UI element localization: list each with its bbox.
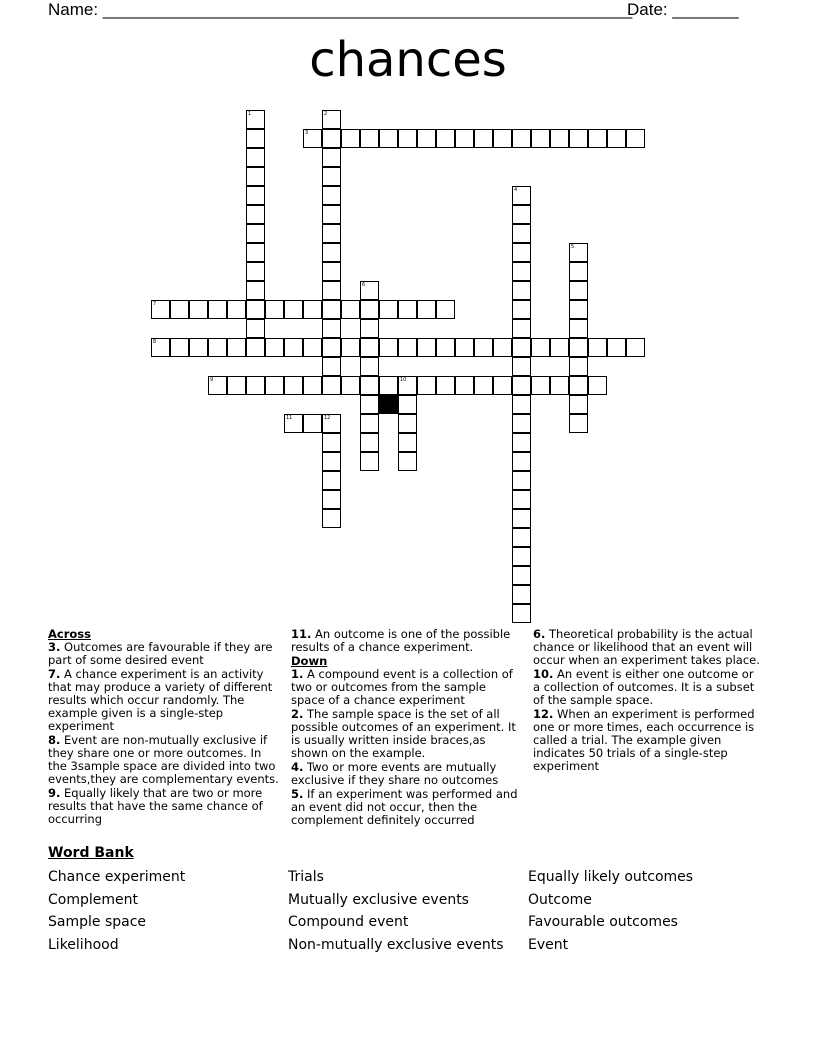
crossword-cell[interactable]: [246, 376, 265, 395]
crossword-cell[interactable]: [455, 129, 474, 148]
crossword-cell[interactable]: [322, 490, 341, 509]
crossword-cell[interactable]: [417, 300, 436, 319]
crossword-cell[interactable]: [531, 338, 550, 357]
crossword-cell[interactable]: [379, 300, 398, 319]
word-bank-title: Word Bank: [48, 845, 134, 861]
crossword-cell[interactable]: [170, 300, 189, 319]
crossword-cell[interactable]: [607, 338, 626, 357]
crossword-cell[interactable]: [322, 338, 341, 357]
crossword-cell[interactable]: [208, 376, 227, 395]
crossword-cell[interactable]: [436, 300, 455, 319]
clue-number: 5: [571, 244, 575, 250]
clue-number: 12: [324, 415, 331, 421]
crossword-cell[interactable]: [607, 129, 626, 148]
crossword-cell[interactable]: [398, 433, 417, 452]
crossword-cell[interactable]: [322, 300, 341, 319]
clue-number: 4: [514, 187, 518, 193]
crossword-cell[interactable]: [512, 243, 531, 262]
crossword-cell[interactable]: [227, 338, 246, 357]
crossword-cell[interactable]: [569, 414, 588, 433]
crossword-cell[interactable]: [284, 376, 303, 395]
crossword-cell[interactable]: [246, 281, 265, 300]
crossword-cell[interactable]: [398, 452, 417, 471]
crossword-cell[interactable]: [303, 129, 322, 148]
crossword-cell[interactable]: [398, 414, 417, 433]
word-bank-item: Equally likely outcomes: [528, 869, 694, 885]
crossword-cell[interactable]: [322, 129, 341, 148]
crossword-cell[interactable]: [322, 262, 341, 281]
crossword-cell[interactable]: [246, 262, 265, 281]
crossword-cell[interactable]: [322, 376, 341, 395]
crossword-cell[interactable]: [360, 281, 379, 300]
crossword-cell[interactable]: [550, 129, 569, 148]
crossword-cell[interactable]: [322, 414, 341, 433]
crossword-cell[interactable]: [569, 357, 588, 376]
down-heading: Down: [291, 654, 328, 668]
crossword-cell[interactable]: [189, 338, 208, 357]
crossword-cell[interactable]: [550, 376, 569, 395]
crossword-cell[interactable]: [246, 224, 265, 243]
clues-column-2: [291, 628, 523, 828]
clues-column-1: [48, 628, 282, 827]
clue-across-3: 3. Outcomes are favourable if they are part of some desired event: [48, 640, 273, 667]
crossword-cell[interactable]: [322, 357, 341, 376]
crossword-cell[interactable]: [569, 129, 588, 148]
crossword-cell[interactable]: [531, 129, 550, 148]
crossword-cell[interactable]: [626, 129, 645, 148]
crossword-cell[interactable]: [512, 414, 531, 433]
crossword-cell[interactable]: [322, 281, 341, 300]
clue-number: 1: [248, 111, 252, 117]
crossword-cell[interactable]: [208, 338, 227, 357]
crossword-cell[interactable]: [170, 338, 189, 357]
crossword-cell[interactable]: [379, 338, 398, 357]
crossword-cell[interactable]: [512, 262, 531, 281]
crossword-cell[interactable]: [512, 433, 531, 452]
word-bank-item: Favourable outcomes: [528, 914, 678, 931]
crossword-cell[interactable]: [322, 433, 341, 452]
crossword-cell[interactable]: [246, 300, 265, 319]
date-field-label: Date: _______: [627, 0, 739, 19]
crossword-cell[interactable]: [512, 205, 531, 224]
clue-down-5: 5. If an experiment was performed and an event did not occur, then the complement definitely occurred: [291, 787, 518, 827]
crossword-cell[interactable]: [512, 376, 531, 395]
crossword-cell[interactable]: [246, 243, 265, 262]
crossword-cell[interactable]: [569, 281, 588, 300]
crossword-cell[interactable]: [417, 129, 436, 148]
word-bank-item: Compound event: [288, 914, 409, 931]
word-bank-column-1: [48, 866, 185, 957]
word-bank-column-2: [288, 866, 504, 957]
clue-number: 10: [400, 377, 407, 383]
crossword-cell[interactable]: [151, 338, 170, 357]
crossword-cell[interactable]: [360, 129, 379, 148]
crossword-cell[interactable]: [246, 167, 265, 186]
clue-number: 8: [153, 339, 157, 345]
crossword-cell[interactable]: [569, 243, 588, 262]
crossword-cell[interactable]: [322, 110, 341, 129]
crossword-cell[interactable]: [341, 129, 360, 148]
crossword-cell[interactable]: [512, 585, 531, 604]
crossword-cell[interactable]: [284, 300, 303, 319]
crossword-cell[interactable]: [322, 224, 341, 243]
word-bank-item: Chance experiment: [48, 869, 186, 885]
crossword-cell[interactable]: [303, 414, 322, 433]
crossword-cell[interactable]: [512, 357, 531, 376]
crossword-cell[interactable]: [417, 376, 436, 395]
crossword-cell[interactable]: [512, 528, 531, 547]
crossword-cell[interactable]: [493, 376, 512, 395]
crossword-cell[interactable]: [512, 490, 531, 509]
crossword-cell[interactable]: [246, 148, 265, 167]
crossword-cell[interactable]: [588, 338, 607, 357]
crossword-cell[interactable]: [360, 376, 379, 395]
crossword-cell[interactable]: [512, 604, 531, 623]
crossword-cell[interactable]: [512, 471, 531, 490]
crossword-cell[interactable]: [208, 300, 227, 319]
clue-across-11: 11. An outcome is one of the possible results of a chance experiment.: [291, 627, 511, 654]
word-bank-item: Event: [528, 937, 569, 954]
crossword-cell[interactable]: [436, 338, 455, 357]
crossword-cell[interactable]: [569, 262, 588, 281]
across-heading: Across: [48, 627, 91, 641]
crossword-cell[interactable]: [322, 186, 341, 205]
crossword-cell[interactable]: [246, 319, 265, 338]
crossword-cell[interactable]: [227, 376, 246, 395]
crossword-cell[interactable]: [265, 300, 284, 319]
crossword-cell[interactable]: [512, 566, 531, 585]
clue-down-6: 6. Theoretical probability is the actual chance or likelihood that an event will occur when an experiment takes place.: [533, 627, 760, 667]
crossword-cell[interactable]: [360, 357, 379, 376]
crossword-cell[interactable]: [455, 376, 474, 395]
word-bank-item: Mutually exclusive events: [288, 891, 469, 908]
word-bank-item: Sample space: [48, 914, 147, 931]
crossword-cell[interactable]: [341, 338, 360, 357]
crossword-cell[interactable]: [360, 452, 379, 471]
crossword-cell[interactable]: [474, 129, 493, 148]
crossword-cell[interactable]: [512, 186, 531, 205]
crossword-cell[interactable]: [512, 338, 531, 357]
crossword-cell[interactable]: [569, 338, 588, 357]
clue-down-12: 12. When an experiment is performed one or more times, each occurrence is called a trial. The example given indicates 50 trials of a single-step experiment: [533, 707, 755, 773]
crossword-cell[interactable]: [360, 300, 379, 319]
clues-column-3: [533, 628, 763, 774]
crossword-cell[interactable]: [398, 300, 417, 319]
crossword-cell[interactable]: [417, 338, 436, 357]
crossword-cell[interactable]: [531, 376, 550, 395]
crossword-cell[interactable]: [512, 300, 531, 319]
crossword-cell[interactable]: [322, 509, 341, 528]
crossword-cell[interactable]: [398, 395, 417, 414]
word-bank-item: Complement: [48, 891, 138, 908]
crossword-cell[interactable]: [303, 338, 322, 357]
crossword-cell[interactable]: [436, 376, 455, 395]
crossword-cell[interactable]: [360, 338, 379, 357]
clue-across-9: 9. Equally likely that are two or more results that have the same chance of occurring: [48, 786, 263, 826]
crossword-cell[interactable]: [189, 300, 208, 319]
crossword-cell[interactable]: [303, 300, 322, 319]
crossword-cell[interactable]: [398, 338, 417, 357]
crossword-cell[interactable]: [341, 300, 360, 319]
crossword-cell[interactable]: [512, 319, 531, 338]
crossword-cell[interactable]: [265, 376, 284, 395]
crossword-cell[interactable]: [227, 300, 246, 319]
word-bank-item: Outcome: [528, 891, 592, 908]
crossword-cell[interactable]: [322, 148, 341, 167]
crossword-cell[interactable]: [512, 509, 531, 528]
crossword-cell[interactable]: [322, 319, 341, 338]
clue-number: 3: [305, 130, 309, 136]
clue-number: 6: [362, 282, 366, 288]
clue-across-7: 7. A chance experiment is an activity that may produce a variety of different results which occur randomly. The example given is a single-step experiment: [48, 667, 273, 733]
word-bank-item: Non-mutually exclusive events: [288, 937, 504, 954]
crossword-cell[interactable]: [303, 376, 322, 395]
crossword-cell[interactable]: [360, 395, 379, 414]
page-title: chances: [309, 32, 507, 88]
crossword-cell[interactable]: [569, 300, 588, 319]
clue-down-10: 10. An event is either one outcome or a collection of outcomes. It is a subset of the sample space.: [533, 667, 755, 707]
crossword-cell[interactable]: [379, 129, 398, 148]
crossword-cell[interactable]: [569, 319, 588, 338]
crossword-cell[interactable]: [626, 338, 645, 357]
crossword-cell[interactable]: [493, 338, 512, 357]
clue-down-1: 1. A compound event is a collection of two or outcomes from the sample space of a chance experiment: [291, 667, 513, 707]
clue-number: 2: [324, 111, 328, 117]
crossword-cell[interactable]: [360, 433, 379, 452]
crossword-cell[interactable]: [436, 129, 455, 148]
crossword-cell[interactable]: [474, 376, 493, 395]
clue-number: 11: [286, 415, 293, 421]
crossword-cell[interactable]: [550, 338, 569, 357]
clue-down-2: 2. The sample space is the set of all possible outcomes of an experiment. It is usually written inside braces,as shown on the example.: [291, 707, 516, 760]
crossword-cell[interactable]: [379, 376, 398, 395]
clue-across-8: 8. Event are non-mutually exclusive if they share one or more outcomes. In the 3sample space are divided into two events,they are complementary events.: [48, 733, 279, 786]
crossword-cell[interactable]: [322, 471, 341, 490]
crossword-cell[interactable]: [246, 129, 265, 148]
crossword-cell[interactable]: [474, 338, 493, 357]
crossword-cell[interactable]: [512, 129, 531, 148]
crossword-cell[interactable]: [360, 319, 379, 338]
crossword-cell[interactable]: [151, 300, 170, 319]
clue-number: 7: [153, 301, 157, 307]
crossword-cell[interactable]: [512, 281, 531, 300]
crossword-cell[interactable]: [246, 186, 265, 205]
crossword-cell[interactable]: [512, 547, 531, 566]
word-bank-column-3: [528, 866, 693, 957]
crossword-cell[interactable]: [246, 110, 265, 129]
crossword-cell[interactable]: [246, 338, 265, 357]
crossword-block: [379, 395, 398, 414]
crossword-cell[interactable]: [322, 243, 341, 262]
crossword-cell[interactable]: [569, 395, 588, 414]
crossword-cell[interactable]: [455, 338, 474, 357]
crossword-cell[interactable]: [398, 129, 417, 148]
crossword-cell[interactable]: [512, 452, 531, 471]
crossword-cell[interactable]: [398, 376, 417, 395]
crossword-cell[interactable]: [512, 395, 531, 414]
crossword-cell[interactable]: [284, 338, 303, 357]
crossword-cell[interactable]: [284, 414, 303, 433]
crossword-cell[interactable]: [322, 167, 341, 186]
crossword-cell[interactable]: [322, 205, 341, 224]
crossword-cell[interactable]: [512, 224, 531, 243]
word-bank-item: Likelihood: [48, 937, 119, 954]
crossword-cell[interactable]: [265, 338, 284, 357]
crossword-cell[interactable]: [246, 205, 265, 224]
crossword-cell[interactable]: [322, 452, 341, 471]
word-bank-item: Trials: [288, 869, 324, 885]
clue-number: 9: [210, 377, 214, 383]
name-field-label: Name: ________________________________________________________: [48, 0, 633, 19]
crossword-cell[interactable]: [569, 376, 588, 395]
crossword-cell[interactable]: [588, 129, 607, 148]
crossword-cell[interactable]: [493, 129, 512, 148]
crossword-cell[interactable]: [588, 376, 607, 395]
crossword-cell[interactable]: [341, 376, 360, 395]
crossword-cell[interactable]: [360, 414, 379, 433]
clue-down-4: 4. Two or more events are mutually exclusive if they share no outcomes: [291, 760, 499, 787]
